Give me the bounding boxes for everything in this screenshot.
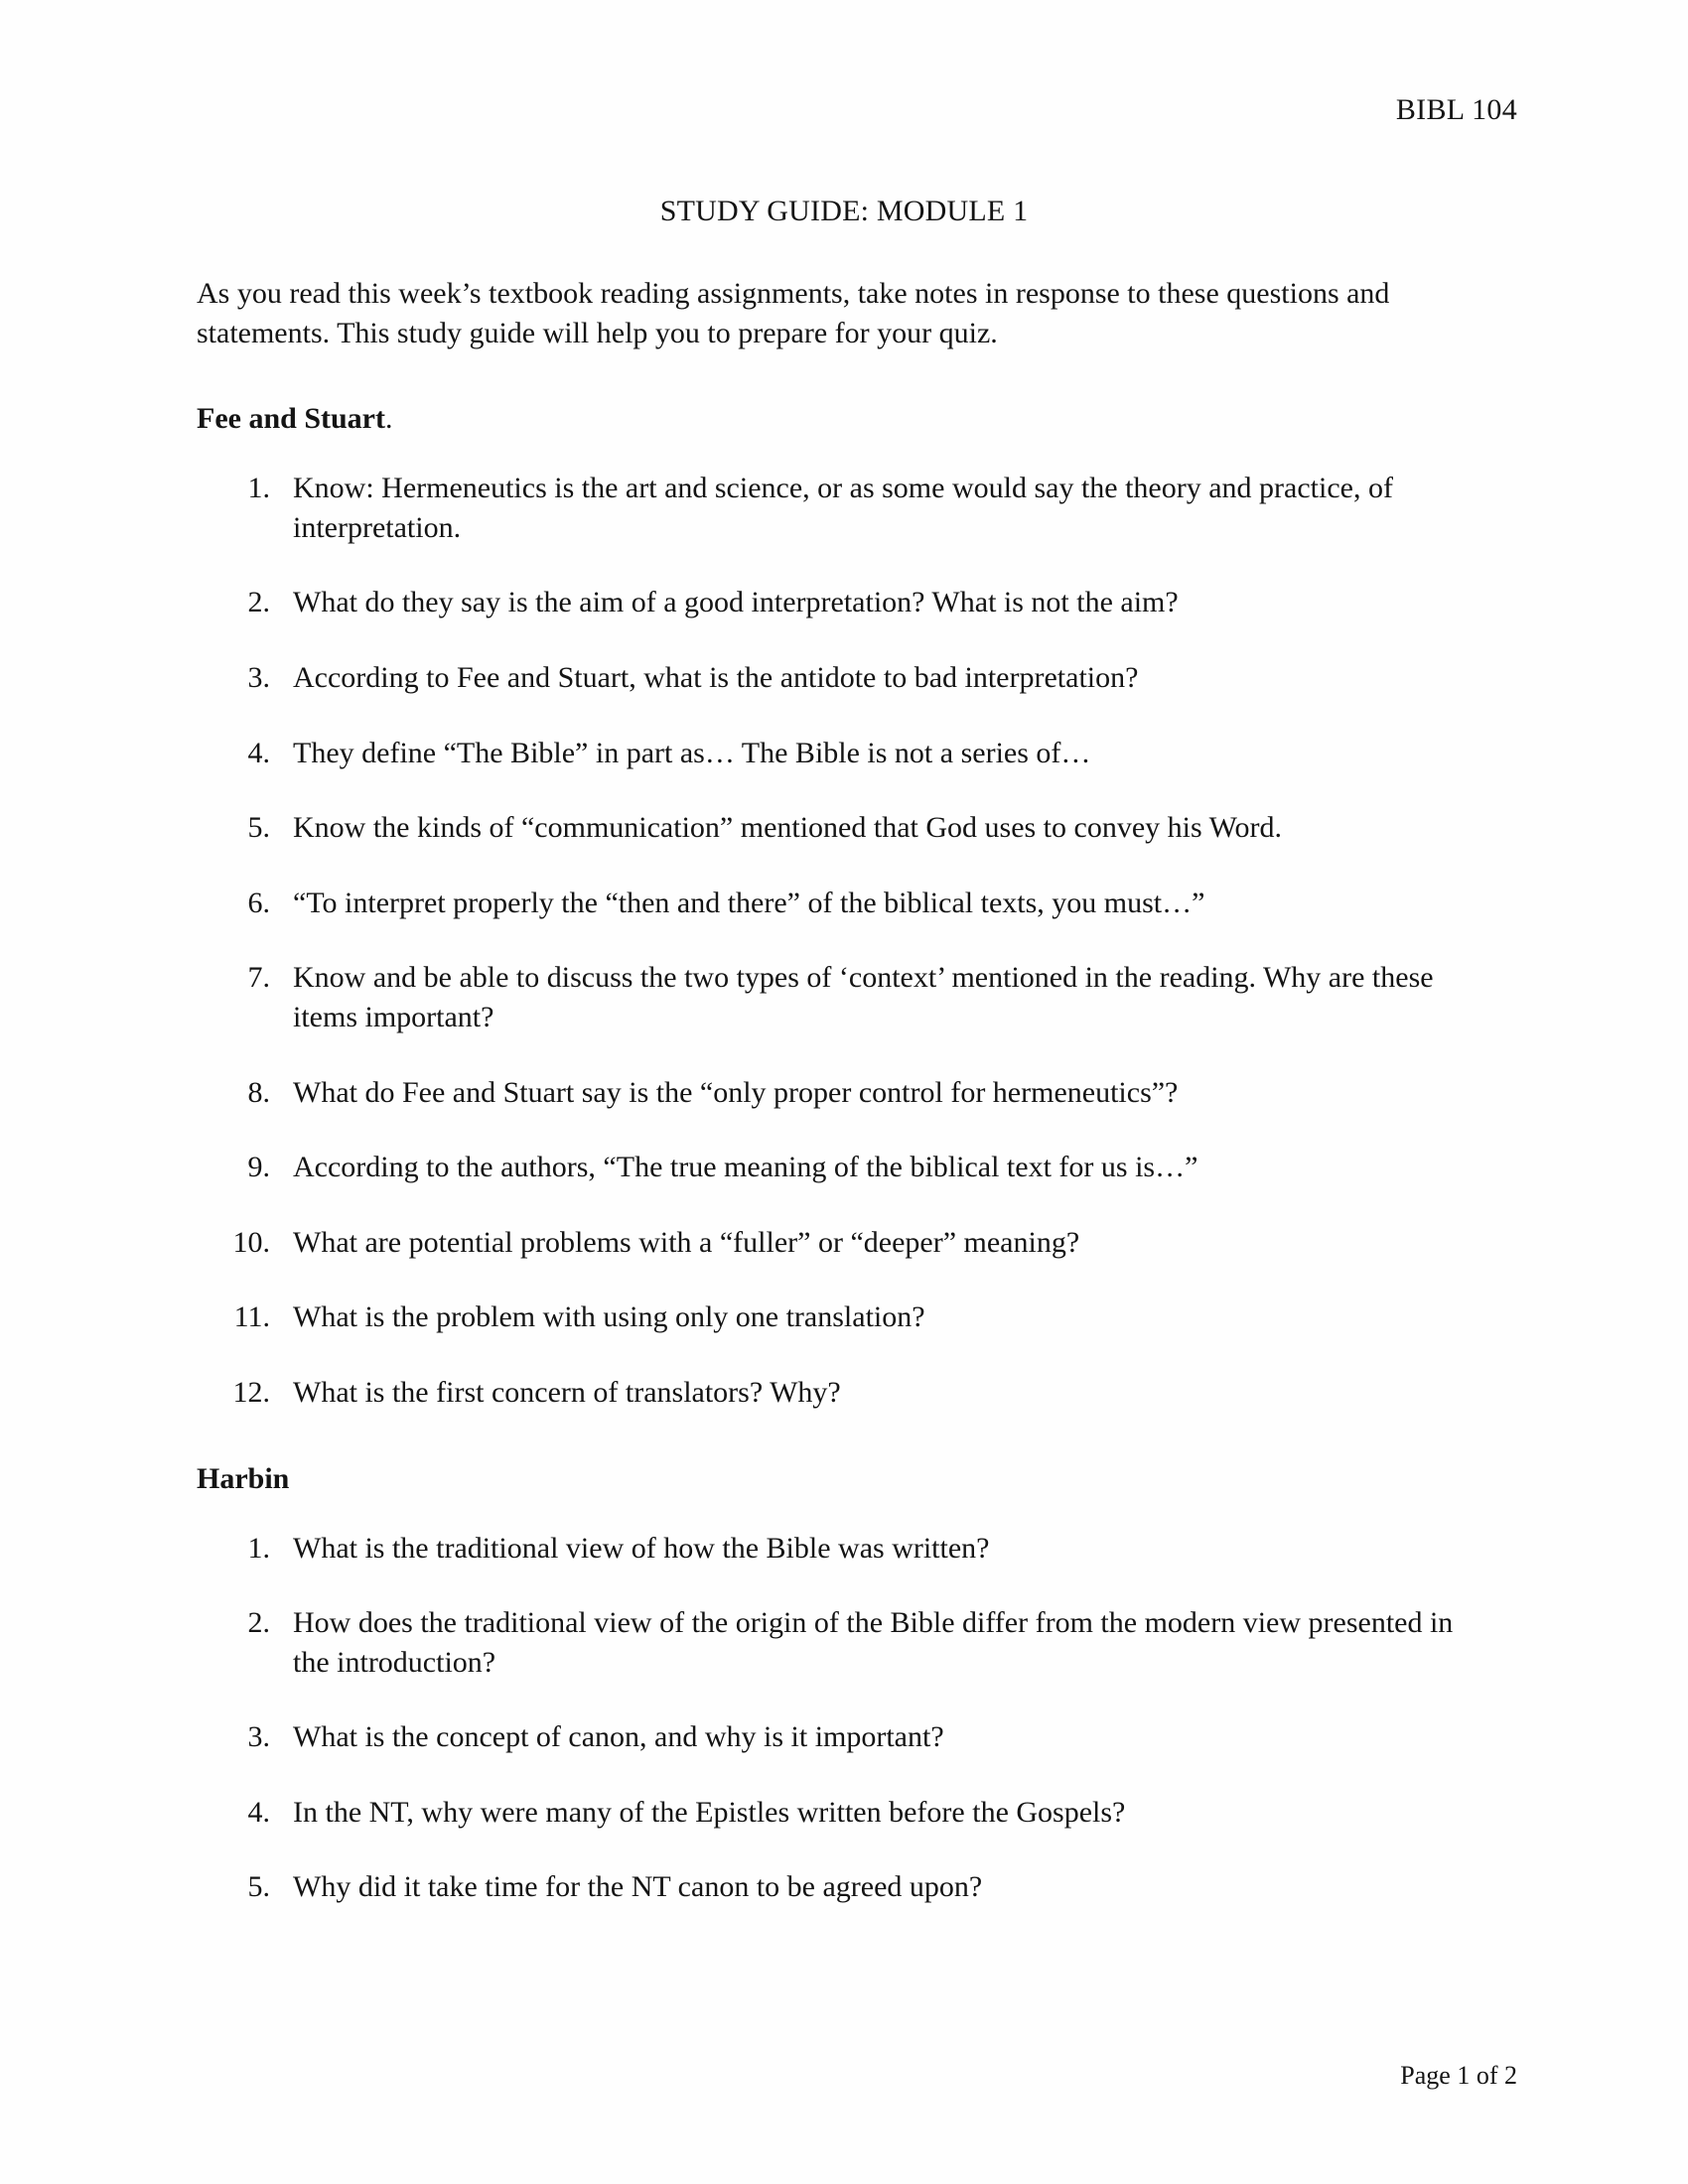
list-item-number: 8. — [247, 1075, 270, 1109]
list-item — [197, 1297, 1483, 1337]
list-item-text: What is the first concern of translators? Why? — [293, 1375, 841, 1409]
list-item — [197, 658, 1483, 698]
list-item-text: They define “The Bible” in part as… The Bible is not a series of… — [293, 736, 1091, 769]
list-item-number: 11. — [233, 1300, 270, 1334]
list-item — [197, 1373, 1483, 1413]
list-item-number: 3. — [247, 660, 270, 694]
list-item — [197, 1073, 1483, 1113]
list-item-number: 9. — [247, 1151, 270, 1184]
question-list-harbin — [197, 1529, 1483, 1908]
section-heading-fee-and-stuart — [197, 399, 1483, 438]
list-item-number: 12. — [232, 1375, 270, 1409]
list-item-number: 4. — [247, 736, 270, 769]
list-item — [197, 734, 1483, 773]
list-item-text: What is the concept of canon, and why is it important? — [293, 1720, 944, 1754]
list-item-number: 1. — [247, 472, 270, 505]
list-item — [197, 958, 1483, 1036]
page-title: STUDY GUIDE: MODULE 1 — [659, 195, 1029, 227]
list-item-text: Why did it take time for the NT canon to be agreed upon? — [293, 1870, 983, 1904]
list-item — [197, 1529, 1483, 1569]
list-item — [197, 1223, 1483, 1263]
list-item — [197, 808, 1483, 848]
list-item-text: What is the traditional view of how the Bible was written? — [293, 1531, 990, 1565]
list-item-text: What are potential problems with a “fuller” or “deeper” meaning? — [293, 1225, 1080, 1259]
section-heading-tail: . — [385, 402, 393, 436]
list-item — [197, 1148, 1483, 1187]
list-item — [197, 1793, 1483, 1833]
list-item-text: According to Fee and Stuart, what is the antidote to bad interpretation? — [293, 660, 1139, 694]
list-item-text: In the NT, why were many of the Epistles written before the Gospels? — [293, 1795, 1126, 1829]
list-item-number: 4. — [247, 1795, 270, 1829]
list-item-text: Know and be able to discuss the two types of ‘context’ mentioned in the reading. Why are these items important? — [293, 961, 1434, 1033]
section-heading-label: Harbin — [197, 1461, 290, 1495]
list-item-number: 2. — [247, 1606, 270, 1640]
list-item-text: According to the authors, “The true meaning of the biblical text for us is…” — [293, 1151, 1198, 1184]
list-item-text: What do they say is the aim of a good interpretation? What is not the aim? — [293, 586, 1179, 619]
list-item — [197, 1717, 1483, 1757]
list-item-number: 6. — [247, 886, 270, 919]
page-footer: Page 1 of 2 — [1400, 2061, 1517, 2090]
section-heading-label: Fee and Stuart — [197, 402, 385, 436]
document-body — [197, 274, 1483, 1907]
list-item-number: 1. — [247, 1531, 270, 1565]
list-item-text: Know: Hermeneutics is the art and science, or as some would say the theory and practice, of interpretation. — [293, 472, 1393, 544]
list-item-number: 3. — [247, 1720, 270, 1754]
course-code-header: BIBL 104 — [1395, 93, 1517, 126]
list-item — [197, 1867, 1483, 1907]
list-item-number: 2. — [247, 586, 270, 619]
intro-paragraph: As you read this week’s textbook reading assignments, take notes in response to these questions and statements. This study guide will help you to prepare for your quiz. — [197, 277, 1390, 349]
list-item — [197, 884, 1483, 923]
list-item-text: Know the kinds of “communication” mentioned that God uses to convey his Word. — [293, 811, 1283, 845]
list-item-number: 10. — [232, 1225, 270, 1259]
list-item-number: 5. — [247, 811, 270, 845]
list-item-text: How does the traditional view of the origin of the Bible differ from the modern view presented in the introduction? — [293, 1606, 1454, 1679]
list-item — [197, 1603, 1483, 1682]
list-item — [197, 583, 1483, 622]
list-item-number: 5. — [247, 1870, 270, 1904]
list-item — [197, 469, 1483, 547]
question-list-fee-and-stuart — [197, 469, 1483, 1412]
list-item-text: What is the problem with using only one translation? — [293, 1300, 925, 1334]
list-item-text: “To interpret properly the “then and there” of the biblical texts, you must…” — [293, 886, 1205, 919]
list-item-text: What do Fee and Stuart say is the “only proper control for hermeneutics”? — [293, 1075, 1179, 1109]
list-item-number: 7. — [247, 961, 270, 995]
section-heading-harbin — [197, 1459, 1483, 1498]
